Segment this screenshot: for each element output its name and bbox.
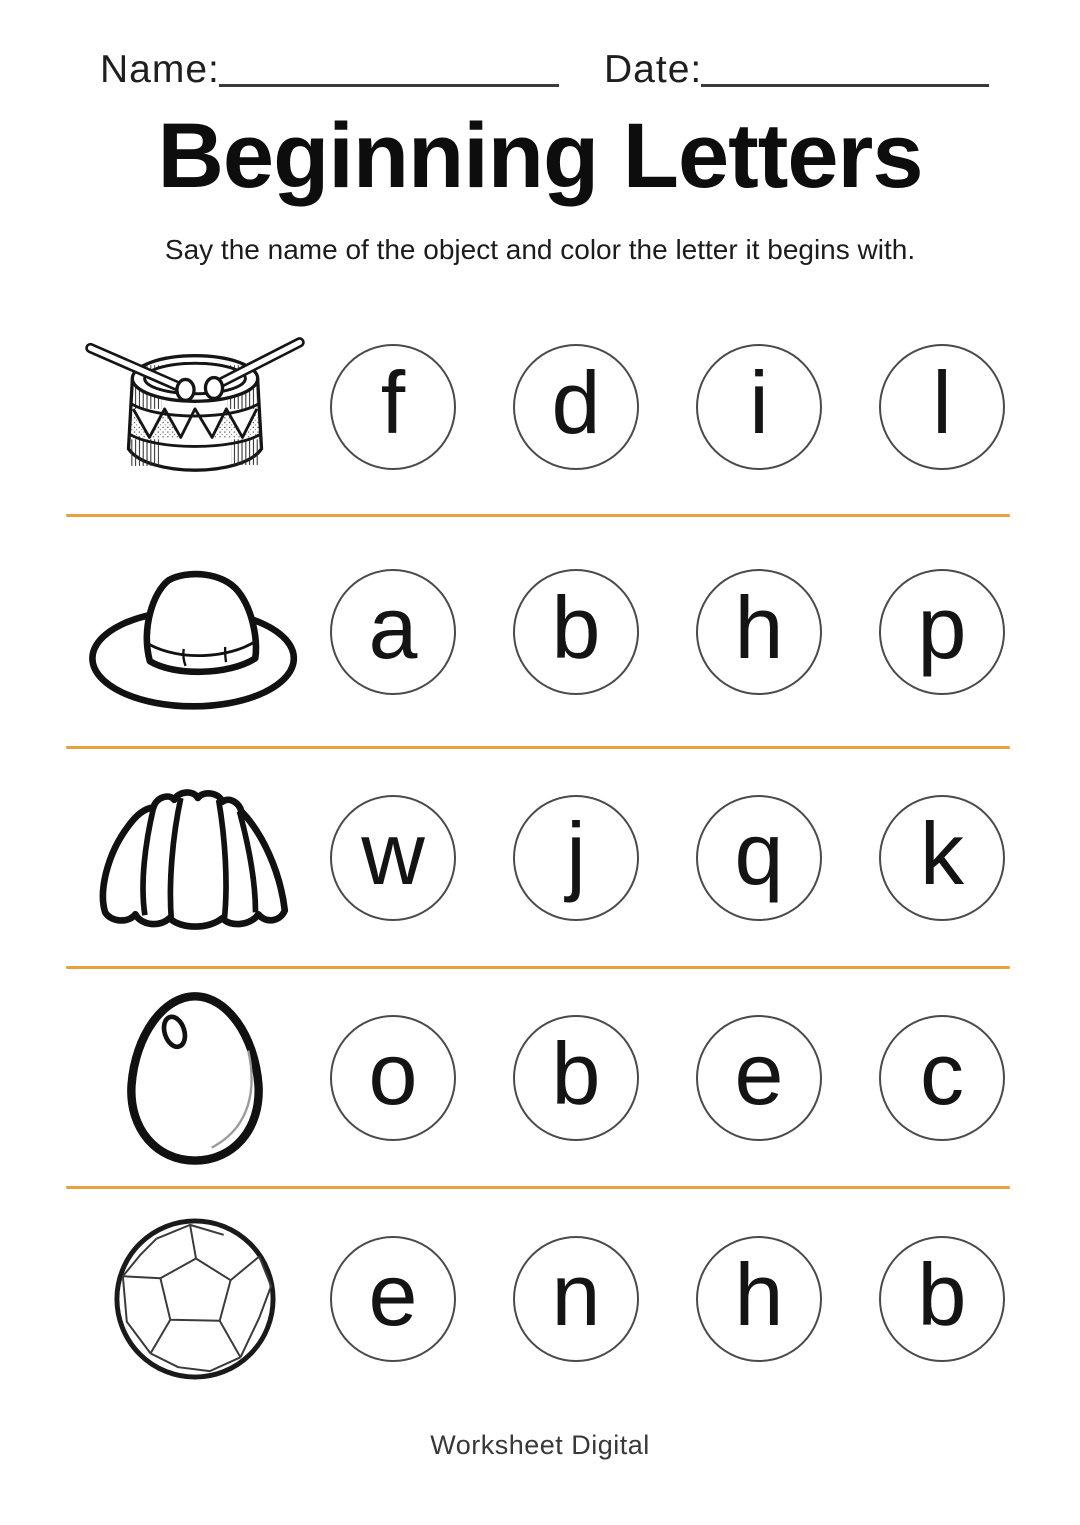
letter-circle[interactable]	[879, 344, 1005, 470]
letter-option: o	[368, 1023, 418, 1123]
letter-option: b	[551, 1023, 601, 1123]
letter-circle[interactable]	[330, 1236, 456, 1362]
egg-image-box	[60, 969, 330, 1186]
letter-circle[interactable]	[513, 1236, 639, 1362]
letter-option: f	[380, 353, 406, 452]
letter-circle[interactable]	[879, 795, 1005, 921]
hat-image-box	[60, 517, 330, 746]
header	[0, 0, 1080, 300]
letter-options	[330, 300, 1005, 514]
letter-circle[interactable]	[330, 344, 456, 470]
drum-icon	[76, 331, 314, 483]
letter-circle[interactable]	[330, 795, 456, 921]
letter-option: i	[749, 353, 769, 452]
letter-option: e	[368, 1245, 418, 1344]
letter-circle[interactable]	[696, 1236, 822, 1362]
page-title: Beginning Letters	[157, 105, 923, 207]
letter-circle[interactable]	[696, 344, 822, 470]
exercise-row-jelly	[0, 749, 1080, 966]
letter-circle[interactable]	[696, 1015, 822, 1141]
jelly-icon	[84, 780, 306, 936]
soccer-ball-image-box	[60, 1189, 330, 1409]
egg-icon	[119, 987, 271, 1169]
date-label: Date:	[604, 48, 703, 91]
exercise-row-soccer-ball	[0, 1189, 1080, 1409]
letter-circle[interactable]	[696, 795, 822, 921]
letter-option: p	[917, 577, 967, 677]
instructions-text: Say the name of the object and color the letter it begins with.	[164, 234, 916, 265]
name-label: Name:	[100, 48, 220, 91]
letter-option: c	[920, 1023, 964, 1123]
date-blank-line[interactable]	[701, 84, 989, 87]
letter-option: e	[734, 1023, 784, 1123]
exercise-row-drum	[0, 300, 1080, 514]
hat-icon	[80, 552, 310, 712]
letter-options	[330, 969, 1005, 1186]
jelly-image-box	[60, 749, 330, 966]
letter-option: b	[551, 577, 601, 677]
letter-circle[interactable]	[513, 795, 639, 921]
letter-circle[interactable]	[513, 344, 639, 470]
name-blank-line[interactable]	[219, 84, 559, 87]
letter-options	[330, 749, 1005, 966]
letter-option: b	[917, 1245, 967, 1344]
letter-circle[interactable]	[513, 569, 639, 695]
letter-circle[interactable]	[696, 569, 822, 695]
letter-circle[interactable]	[879, 569, 1005, 695]
letter-circle[interactable]	[513, 1015, 639, 1141]
letter-option: w	[361, 803, 425, 903]
letter-option: d	[551, 353, 601, 452]
drum-image-box	[60, 300, 330, 514]
letter-option: j	[566, 803, 586, 903]
exercise-rows	[0, 300, 1080, 1409]
letter-option: l	[932, 353, 952, 452]
letter-option: h	[734, 1245, 784, 1344]
letter-options	[330, 517, 1005, 746]
publisher-credit: Worksheet Digital	[430, 1430, 650, 1460]
letter-option: h	[734, 577, 784, 677]
exercise-row-egg	[0, 969, 1080, 1186]
letter-circle[interactable]	[330, 1015, 456, 1141]
exercise-row-hat	[0, 517, 1080, 746]
letter-circle[interactable]	[330, 569, 456, 695]
letter-circle[interactable]	[879, 1015, 1005, 1141]
letter-option: a	[368, 577, 418, 677]
soccer-ball-icon	[111, 1215, 279, 1383]
letter-circle[interactable]	[879, 1236, 1005, 1362]
letter-option: k	[920, 803, 964, 903]
letter-option: q	[734, 803, 784, 903]
letter-option: n	[551, 1245, 601, 1344]
letter-options	[330, 1189, 1005, 1409]
